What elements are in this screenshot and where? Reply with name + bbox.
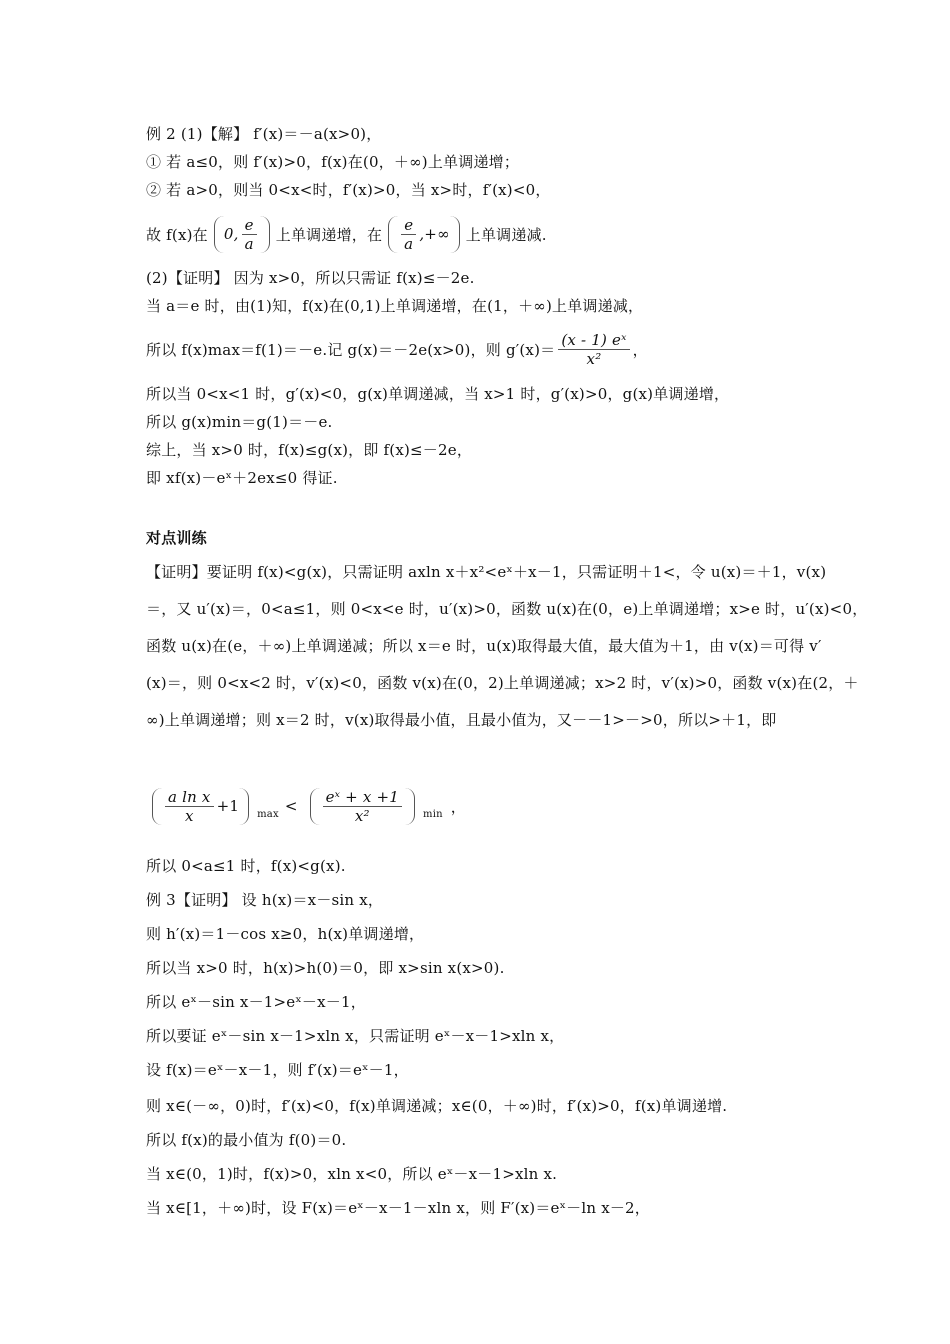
- ex2-derivative-line: 所以 f(x)max＝f(1)＝－e.记 g(x)＝－2e(x>0)，则 g′(x)＝ $\frac{\text{(x - 1) eˣ}}{\text{x²}}$ ，: [146, 330, 648, 368]
- ex3-line-4: 所以 eˣ－sin x－1>eˣ－x－1，: [146, 993, 366, 1011]
- training-conclusion: 所以 0<a≤1 时，f(x)<g(x).: [146, 857, 346, 875]
- ex3-line-10: 当 x∈[1，＋∞)时，设 F(x)＝eˣ－x－1－xln x，则 F′(x)＝eˣ－ln x－2，: [146, 1199, 651, 1217]
- min-expression: $\frac{\text{eˣ + x +1}}{\text{x²}}$: [310, 788, 415, 825]
- g-derivative-fraction: $\frac{\text{(x - 1) eˣ}}{\text{x²}}$: [558, 331, 629, 368]
- ex2-line7-pre: 所以 f(x)max＝f(1)＝－e.记 g(x)＝－2e(x>0)，则 g′(x)＝: [146, 340, 556, 359]
- interval-1: 0, $\frac{e}{a}$: [214, 216, 270, 253]
- training-p3: 函数 u(x)在(e，＋∞)上单调递减；所以 x＝e 时，u(x)取得最大值，最大值为＋1，由 v(x)＝可得 v′: [146, 637, 822, 655]
- training-p2: ＝，又 u′(x)＝，0<a≤1，则 0<x<e 时，u′(x)>0，函数 u(x)在(0，e)上单调递增；x>e 时，u′(x)<0，: [146, 600, 868, 618]
- max-expression: $\frac{\text{a ln x}}{x}$ +1: [152, 788, 249, 825]
- interval-2: $\frac{e}{a}$ ,+∞: [388, 216, 460, 253]
- ex2-line4-post: 上单调递减.: [465, 225, 547, 244]
- ex2-line-1: 例 2 (1)【解】 f′(x)＝－a(x>0)，: [146, 125, 382, 143]
- ex2-line-10: 综上，当 x>0 时，f(x)≤g(x)，即 f(x)≤－2e，: [146, 441, 473, 459]
- ex2-line-3: ② 若 a>0，则当 0<x<时，f′(x)>0，当 x>时，f′(x)<0，: [146, 181, 551, 199]
- ex2-line-11: 即 xf(x)－eˣ＋2ex≤0 得证.: [146, 469, 338, 487]
- ex3-line-5: 所以要证 eˣ－sin x－1>xln x，只需证明 eˣ－x－1>xln x，: [146, 1027, 565, 1045]
- ex3-line-9: 当 x∈(0，1)时，f(x)>0，xln x<0，所以 eˣ－x－1>xln x.: [146, 1165, 558, 1183]
- ex3-line-1: 例 3【证明】 设 h(x)＝x－sin x，: [146, 891, 384, 909]
- ex2-line-6: 当 a＝e 时，由(1)知，f(x)在(0,1)上单调递增，在(1，＋∞)上单调递减，: [146, 297, 644, 315]
- ex3-line-8: 所以 f(x)的最小值为 f(0)＝0.: [146, 1131, 347, 1149]
- ex3-line-6: 设 f(x)＝eˣ－x－1，则 f′(x)＝eˣ－1，: [146, 1061, 409, 1079]
- ex2-line-5: (2)【证明】 因为 x>0，所以只需证 f(x)≤－2e.: [146, 269, 475, 287]
- ex2-line-8: 所以当 0<x<1 时，g′(x)<0，g(x)单调递减，当 x>1 时，g′(x)>0，g(x)单调递增，: [146, 385, 730, 403]
- ex2-interval-line: [146, 212, 547, 256]
- ex2-line4-pre: 故 f(x)在: [146, 225, 208, 244]
- training-inequality: $\frac{\text{a ln x}}{x}$ +1 max < $\frac{\text{eˣ + x +1}}{\text{x²}}$ min ，: [146, 780, 466, 832]
- ex2-line-2: ① 若 a≤0，则 f′(x)>0，f(x)在(0，＋∞)上单调递增；: [146, 153, 520, 171]
- training-p4: (x)＝，则 0<x<2 时，v′(x)<0，函数 v(x)在(0，2)上单调递减；x>2 时，v′(x)>0，函数 v(x)在(2，＋: [146, 674, 859, 692]
- ex2-line-9: 所以 g(x)min＝g(1)＝－e.: [146, 413, 333, 431]
- ex3-line-7: 则 x∈(－∞，0)时，f′(x)<0，f(x)单调递减；x∈(0，＋∞)时，f′(x)>0，f(x)单调递增.: [146, 1097, 728, 1115]
- training-p5: ∞)上单调递增；则 x＝2 时，v(x)取得最小值，且最小值为，又－－1>－>0，所以>＋1，即: [146, 711, 777, 729]
- ex3-line-3: 所以当 x>0 时，h(x)>h(0)＝0，即 x>sin x(x>0).: [146, 959, 505, 977]
- training-title: 对点训练: [146, 529, 207, 547]
- ex3-line-2: 则 h′(x)＝1－cos x≥0，h(x)单调递增，: [146, 925, 425, 943]
- ex2-line4-mid: 上单调递增，在: [275, 225, 383, 244]
- training-p1: 【证明】要证明 f(x)<g(x)，只需证明 axln x＋x²<eˣ＋x－1，只需证明＋1<，令 u(x)＝＋1，v(x): [146, 563, 827, 581]
